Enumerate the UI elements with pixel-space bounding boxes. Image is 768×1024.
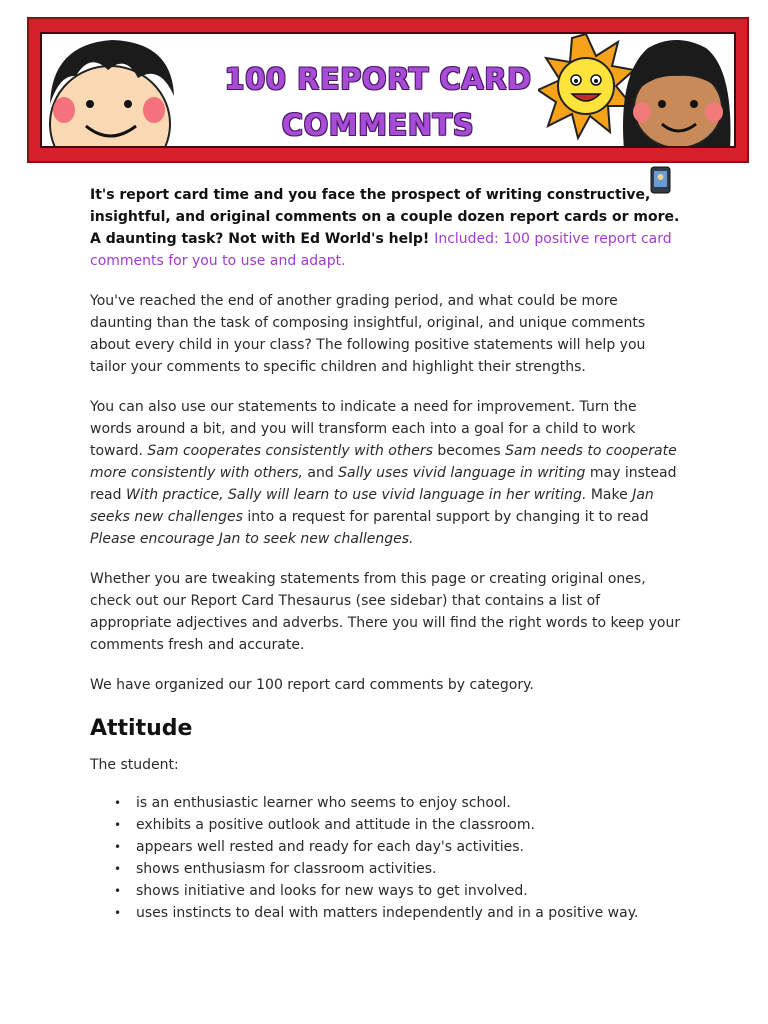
example-jan-revised: Please encourage Jan to seek new challenges.	[90, 531, 414, 547]
banner-title	[192, 56, 564, 148]
improvement-text-4: may instead read	[90, 465, 677, 503]
list-item-text: shows initiative and looks for new ways to get involved.	[136, 883, 528, 899]
attitude-comment-list	[90, 792, 682, 924]
kid-illustration-left	[42, 34, 192, 148]
banner-title-line-1: 100 REPORT CARD	[224, 62, 532, 96]
paragraph-organized: We have organized our 100 report card comments by category.	[90, 677, 534, 693]
list-item	[90, 792, 682, 814]
improvement-text-3: and	[302, 465, 339, 481]
banner-title-line-2: COMMENTS	[281, 108, 475, 142]
intro-highlight: Included: 100 positive report card comments for you to use and adapt.	[90, 231, 672, 269]
kid-illustration-right	[618, 34, 734, 148]
banner-panel	[40, 32, 736, 148]
example-jan-original: Jan seeks new challenges	[90, 487, 654, 525]
example-sally-revised: With practice, Sally will learn to use vivid language in her writing.	[125, 487, 587, 503]
list-item	[90, 880, 682, 902]
bullet-icon: •	[114, 884, 122, 898]
paragraph-improvement	[90, 396, 682, 550]
paragraph-thesaurus: Whether you are tweaking statements from this page or creating original ones, check out our Report Card Thesaurus (see sidebar) that contains a list of appropriate adjectives and adverbs. There you will find the right words to keep your comments fresh and accurate.	[90, 571, 681, 653]
list-item	[90, 858, 682, 880]
list-item-text: exhibits a positive outlook and attitude in the classroom.	[136, 817, 535, 833]
section-heading-attitude: Attitude	[90, 716, 193, 741]
list-item-text: uses instincts to deal with matters independently and in a positive way.	[136, 905, 639, 921]
improvement-text-1: You can also use our statements to indicate a need for improvement. Turn the words around a bit, and you will transform each into a goal for a child to work toward.	[90, 399, 637, 459]
example-sally-original: Sally uses vivid language in writing	[338, 465, 586, 481]
header-banner	[27, 17, 749, 163]
improvement-text-2: becomes	[432, 443, 506, 459]
list-item	[90, 814, 682, 836]
bullet-icon: •	[114, 796, 122, 810]
article-body	[90, 184, 682, 924]
list-item	[90, 902, 682, 924]
example-sam-original: Sam cooperates consistently with others	[147, 443, 433, 459]
bullet-icon: •	[114, 840, 122, 854]
list-item	[90, 836, 682, 858]
improvement-text-6: into a request for parental support by changing it to read	[242, 509, 649, 525]
improvement-text-5: Make	[586, 487, 633, 503]
intro-text: It's report card time and you face the prospect of writing constructive, insightful, and original comments on a couple dozen report cards or more. A daunting task? Not with Ed World's help!	[90, 187, 680, 247]
bullet-icon: •	[114, 818, 122, 832]
list-item-text: shows enthusiasm for classroom activities.	[136, 861, 437, 877]
paragraph-grading-period: You've reached the end of another grading period, and what could be more daunting than the task of composing insightful, original, and unique comments about every child in your class? The following positive statements will help you tailor your comments to specific children and highlight their strengths.	[90, 293, 646, 375]
list-item-text: is an enthusiastic learner who seems to enjoy school.	[136, 795, 511, 811]
bullet-icon: •	[114, 906, 122, 920]
section-lead: The student:	[90, 757, 179, 773]
list-item-text: appears well rested and ready for each day's activities.	[136, 839, 525, 855]
bullet-icon: •	[114, 862, 122, 876]
intro-paragraph	[90, 184, 682, 272]
example-sam-revised: Sam needs to cooperate more consistently with others,	[90, 443, 677, 481]
